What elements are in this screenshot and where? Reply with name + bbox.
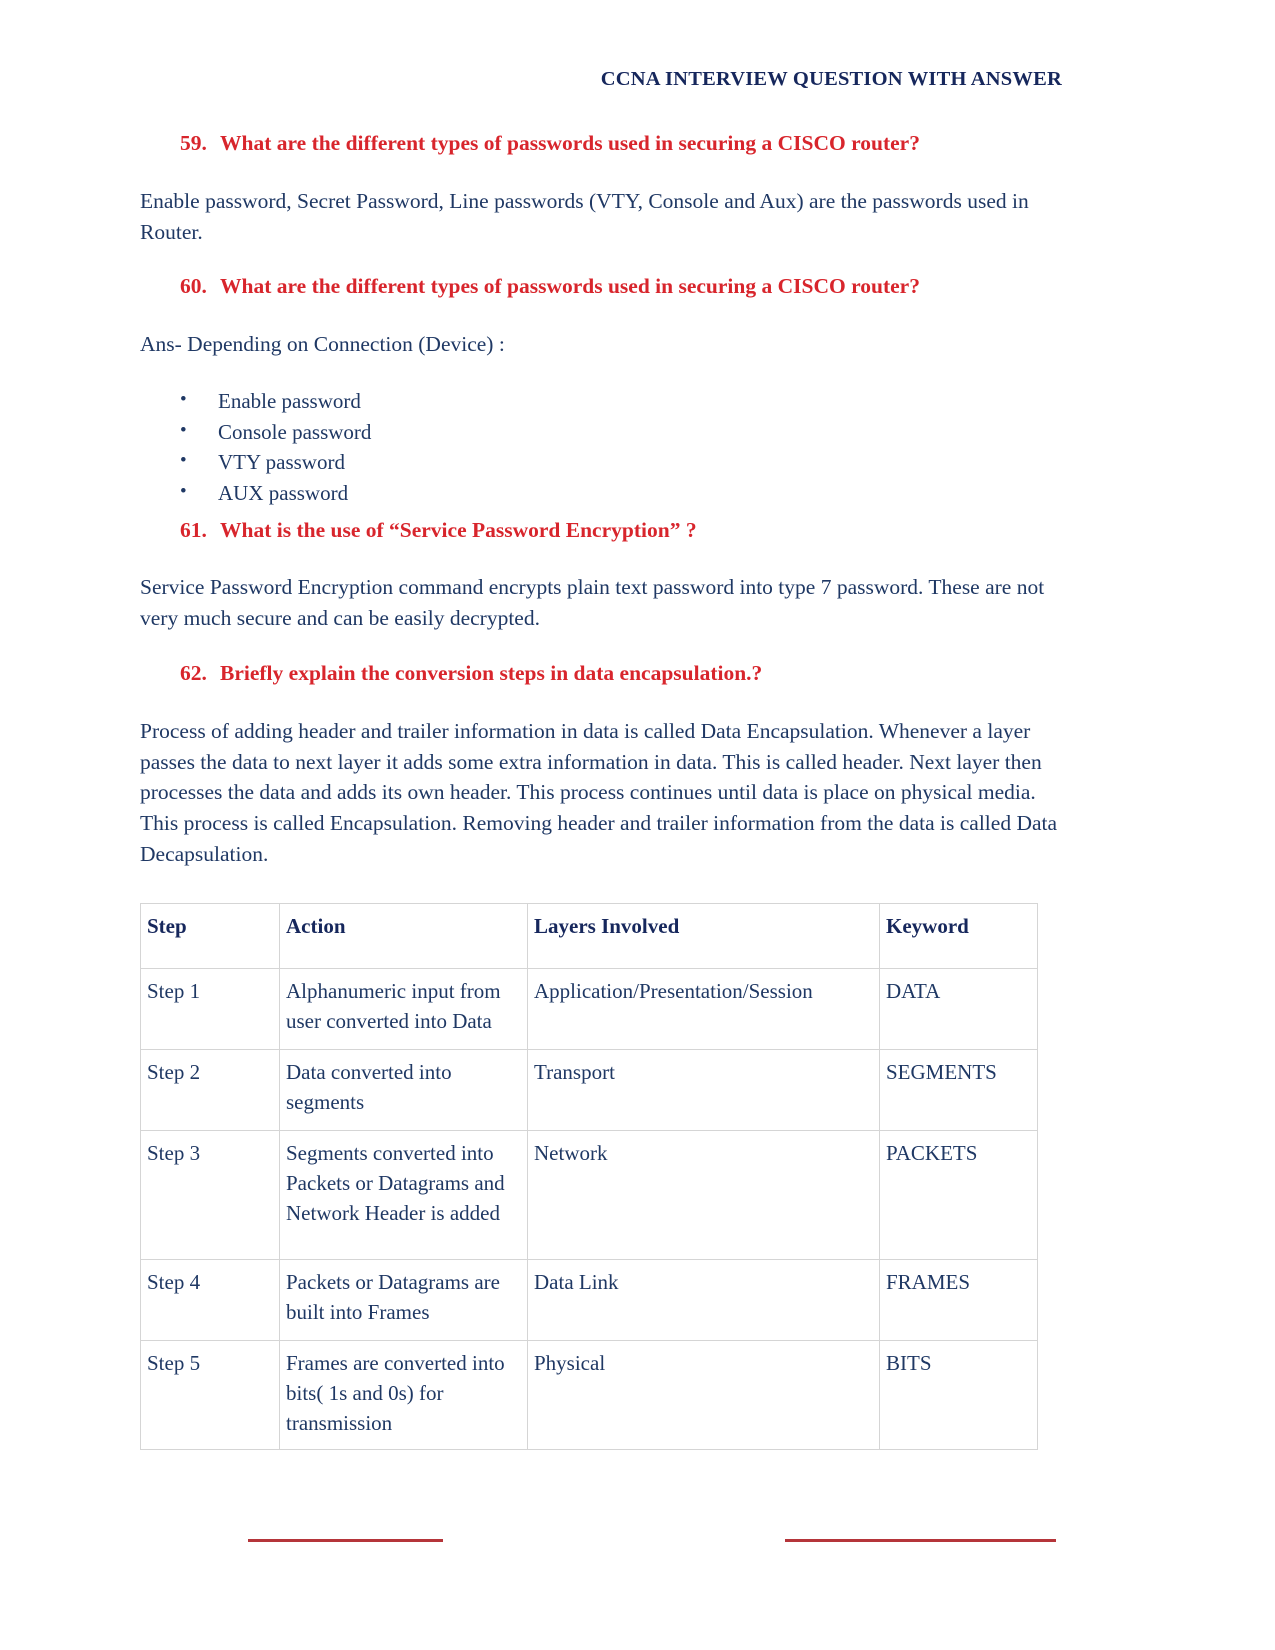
cell-layers: Transport [528, 1050, 880, 1131]
spacer [140, 509, 1075, 517]
question-number-61: 61. [180, 517, 207, 542]
column-header-step: Step [141, 904, 280, 969]
cell-action: Frames are converted into bits( 1s and 0s) for transmission [280, 1341, 528, 1448]
cell-layers: Network [528, 1131, 880, 1260]
cell-layers: Physical [528, 1341, 880, 1448]
question-text-62: Briefly explain the conversion steps in data encapsulation.? [220, 660, 763, 685]
answer-intro-60: Ans- Depending on Connection (Device) : [140, 332, 505, 357]
cell-action: Alphanumeric input from user converted into Data [280, 969, 528, 1050]
cell-step: Step 2 [141, 1050, 280, 1131]
list-item [140, 478, 1075, 509]
table-row [141, 1050, 1037, 1131]
table-header-row [141, 904, 1037, 969]
list-item-label: VTY password [218, 450, 345, 475]
table-row [141, 969, 1037, 1050]
spacer [140, 634, 1075, 660]
spacer [140, 543, 1075, 572]
cell-action: Segments converted into Packets or Datagrams and Network Header is added [280, 1131, 528, 1260]
question-heading-62 [140, 660, 1075, 687]
list-item-label: Console password [218, 419, 372, 444]
password-type-list [140, 386, 1075, 509]
bullet-icon: • [180, 419, 187, 441]
document-body [140, 130, 1075, 1450]
column-header-action: Action [280, 904, 528, 969]
answer-paragraph-62: Process of adding header and trailer information in data is called Data Encapsulation. Whenever a layer passes the data to next layer it adds some extra information in data. This is called header. Next layer then processes the data and adds its own header. This process continues until data is place on physical media. This process is called Encapsulation. Removing header and trailer information from the data is called Data Decapsulation. [140, 718, 1058, 866]
bullet-icon: • [180, 480, 187, 502]
cell-action: Data converted into segments [280, 1050, 528, 1131]
cell-keyword: SEGMENTS [880, 1050, 1037, 1131]
cell-keyword: DATA [880, 969, 1037, 1050]
question-heading-59 [140, 130, 1075, 157]
question-number-62: 62. [180, 660, 207, 685]
spacer [140, 157, 1075, 186]
cell-step: Step 1 [141, 969, 280, 1050]
cell-action: Packets or Datagrams are built into Frames [280, 1260, 528, 1341]
question-text-59: What are the different types of passwords used in securing a CISCO router? [220, 131, 920, 155]
document-header-title: CCNA INTERVIEW QUESTION WITH ANSWER [600, 68, 1062, 90]
question-text-60: What are the different types of passwords used in securing a CISCO router? [220, 274, 920, 299]
cell-keyword: BITS [886, 1351, 932, 1376]
table-row [141, 1341, 1037, 1448]
column-header-layers: Layers Involved [528, 904, 880, 969]
footer-rule-right [785, 1539, 1056, 1542]
spacer [140, 247, 1075, 273]
cell-step: Step 5 [141, 1341, 280, 1448]
question-heading-60 [140, 273, 1075, 300]
question-text-61: What is the use of “Service Password Encryption” ? [220, 517, 697, 542]
bullet-icon: • [180, 388, 187, 410]
question-heading-61 [140, 517, 1075, 544]
encapsulation-steps-table [140, 903, 1038, 1449]
cell-keyword: PACKETS [880, 1131, 1037, 1260]
list-item-label: AUX password [218, 480, 349, 505]
spacer [140, 300, 1075, 329]
list-item-label: Enable password [218, 388, 361, 413]
cell-layers: Data Link [528, 1260, 880, 1341]
table-row [141, 1260, 1037, 1341]
answer-paragraph-61: Service Password Encryption command encrypts plain text password into type 7 password. These are not very much secure and can be easily decrypted. [140, 575, 1045, 631]
list-item [140, 386, 1075, 417]
cell-keyword: FRAMES [880, 1260, 1037, 1341]
question-number-59: 59. [180, 131, 207, 155]
list-item [140, 447, 1075, 478]
table-row [141, 1131, 1037, 1260]
column-header-keyword: Keyword [880, 904, 1037, 969]
bullet-icon: • [180, 450, 187, 472]
spacer [140, 360, 1075, 386]
answer-paragraph-59: Enable password, Secret Password, Line passwords (VTY, Console and Aux) are the passwords used in Router. [140, 188, 1029, 244]
question-number-60: 60. [180, 274, 207, 299]
cell-layers: Application/Presentation/Session [528, 969, 880, 1050]
cell-step: Step 4 [141, 1260, 280, 1341]
spacer [140, 687, 1075, 716]
footer-rule-left [248, 1539, 443, 1542]
cell-step: Step 3 [141, 1131, 280, 1260]
list-item [140, 417, 1075, 448]
